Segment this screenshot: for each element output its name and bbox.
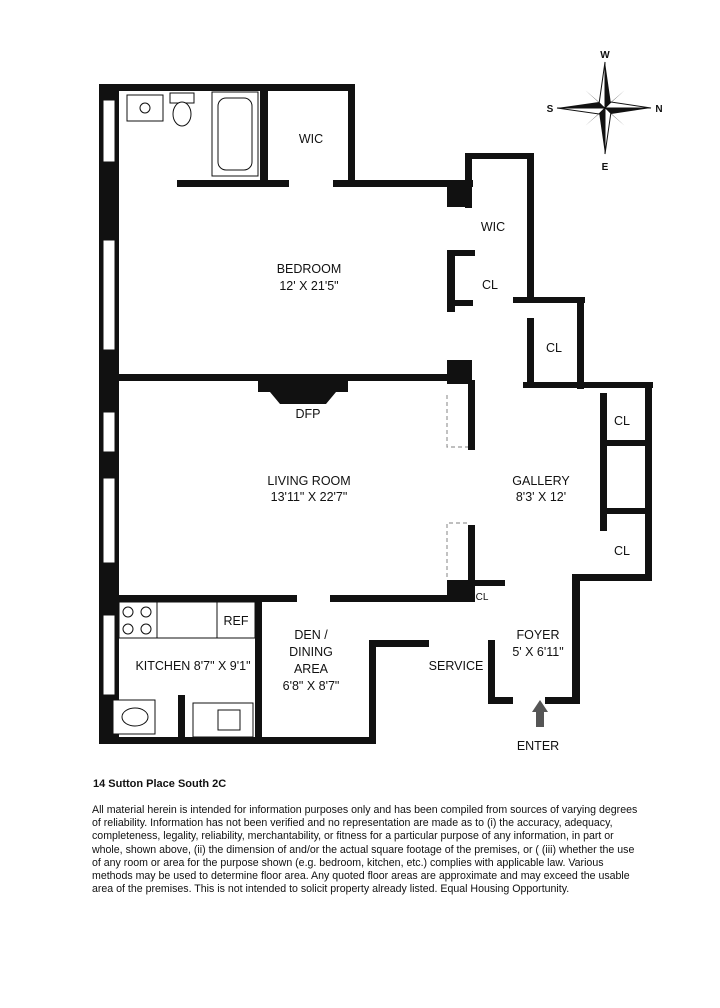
room-dim-gallery: 8'3' X 12' [515, 490, 567, 504]
bathroom-sink-icon [127, 95, 163, 121]
bath-fixtures [127, 92, 258, 176]
room-label-living-room: LIVING ROOM [267, 474, 351, 488]
compass-n-label: N [655, 104, 663, 115]
room-label-gallery: GALLERY [512, 474, 570, 488]
walls [99, 84, 653, 744]
disclaimer-text: All material herein is intended for information purposes only and has been compiled from sources of varying degrees of reliability. Information has not been verified and no representation are made as to (i) the accuracy, adequacy, completeness, legality, reliability, merchantability, or fitness for a particular purpose of any information, in part or whole, shown above, (ii) the dimension of and/or the actual square footage of the premises, or ( (iii) whether the use of any room or area for the purpose shown (e.g. bedroom, kitchen, etc.) complies with applicable law. Various methods may be used to determine floor area. Any quoted floor areas are approximate and may exceed the usable area of the premises. This is not intended to solicit property already listed. Equal Housing Opportunity. [92, 804, 638, 896]
room-label-closet: CL [614, 414, 630, 428]
room-label-den: DEN / [294, 628, 328, 642]
room-label-closet: CL [475, 592, 489, 603]
room-label-foyer: FOYER [516, 628, 560, 642]
room-label-closet: CL [614, 544, 630, 558]
room-label-den: DINING [289, 645, 333, 659]
property-address: 14 Sutton Place South 2C [93, 778, 227, 790]
room-dim-bedroom: 12' X 21'5" [279, 279, 339, 293]
room-label-wic: WIC [298, 132, 324, 146]
opening-dashed [447, 523, 468, 577]
compass-s-label: S [546, 104, 554, 115]
entry-arrow-icon [532, 700, 548, 727]
room-label-fireplace: DFP [295, 407, 321, 421]
label-service-entrance: SERVICE [428, 659, 484, 673]
compass-e-label: E [601, 162, 609, 173]
compass-w-label: W [600, 50, 610, 61]
room-label-bedroom: BEDROOM [276, 262, 342, 276]
room-dim-foyer: 5' X 6'11" [512, 645, 564, 659]
room-label-wic-2: WIC [480, 220, 506, 234]
compass-rose-icon [557, 62, 651, 154]
opening-dashed [447, 395, 468, 447]
room-label-den: AREA [293, 662, 329, 676]
room-label-refrigerator: REF [223, 614, 249, 628]
toilet-icon [122, 708, 148, 726]
label-enter: ENTER [516, 739, 560, 753]
room-dim-den: 6'8" X 8'7" [282, 679, 340, 693]
room-label-closet: CL [482, 278, 498, 292]
room-label-kitchen: KITCHEN 8'7" X 9'1" [135, 659, 251, 673]
room-label-closet: CL [546, 341, 562, 355]
room-dim-living-room: 13'11" X 22'7" [270, 490, 348, 504]
